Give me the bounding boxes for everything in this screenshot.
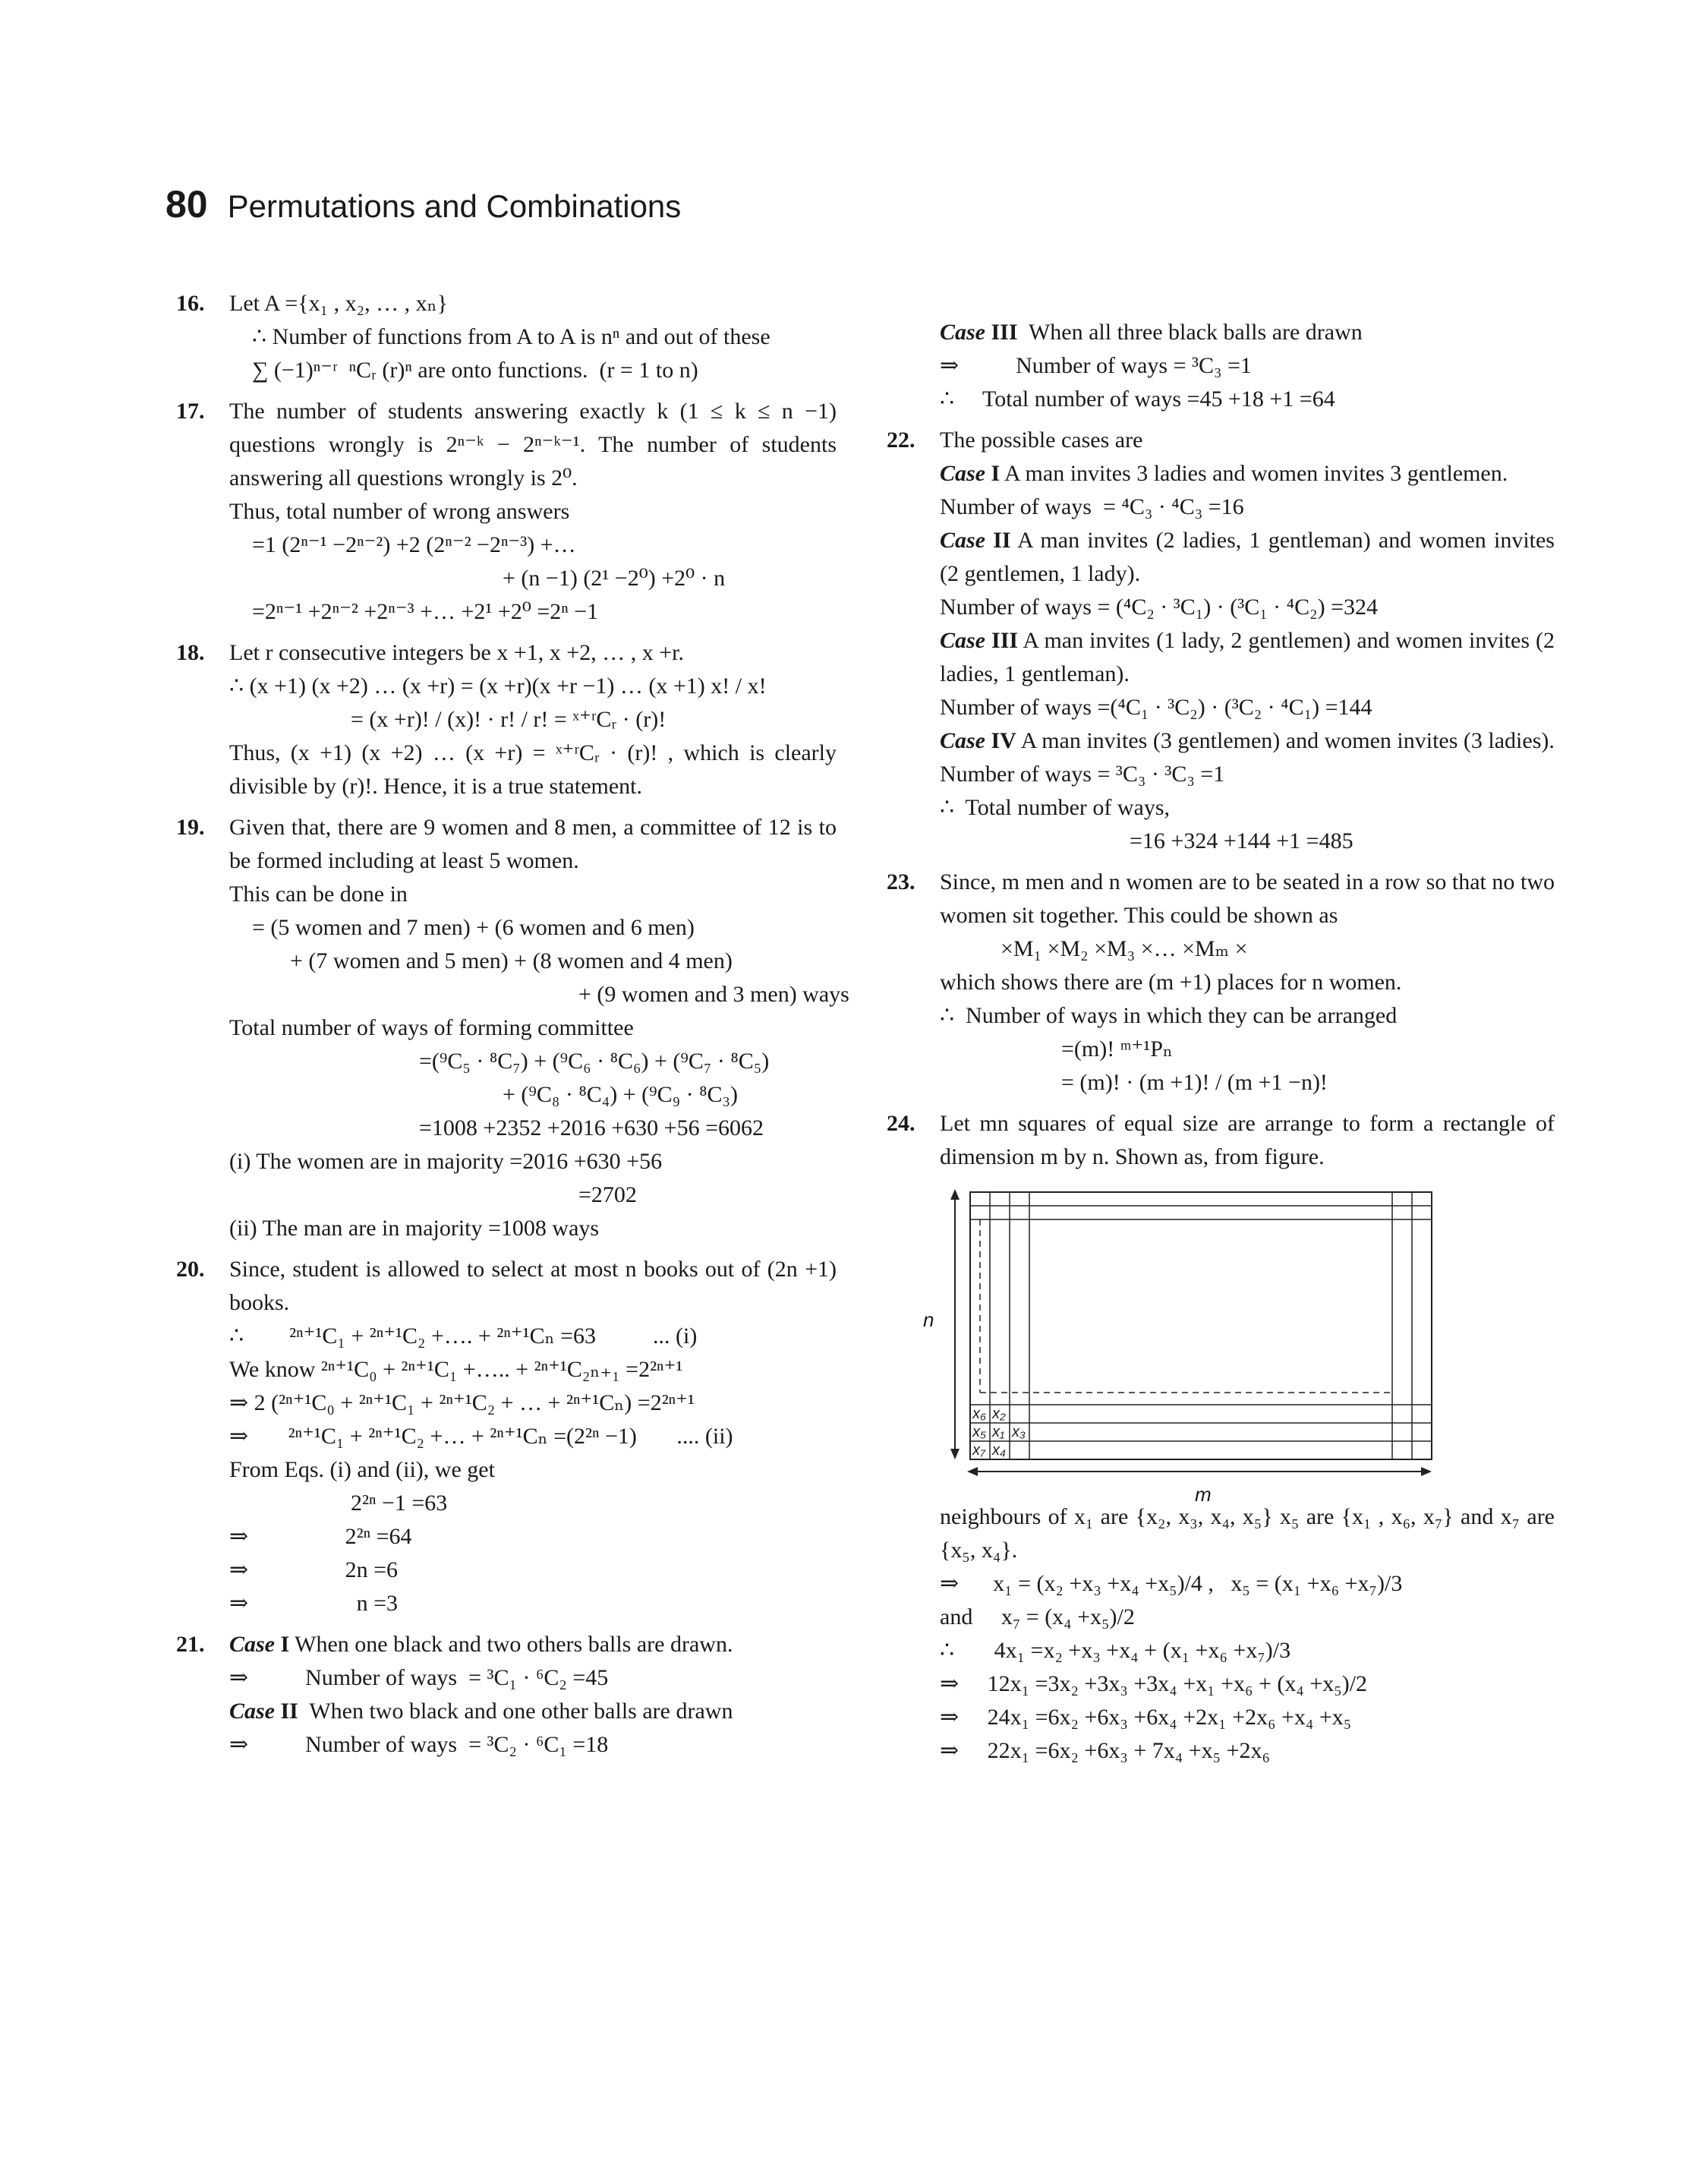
text-line: ⇒ Number of ways = ³C₃ =1: [940, 353, 1252, 378]
text-line: ∴ Number of ways in which they can be arranged: [940, 1003, 1398, 1028]
problem-22: [887, 424, 1555, 858]
text-line: ∴ (x +1) (x +2) … (x +r) = (x +r)(x +r −1) … (x +1) x! / x!: [229, 674, 767, 699]
text-line: Case II A man invites (2 ladies, 1 gentleman) and women invites (2 gentlemen, 1 lady).: [940, 528, 1555, 586]
cell-x4: x₄: [992, 1442, 1007, 1459]
text-line: ∑ (−1)ⁿ⁻ʳ ⁿCᵣ (r)ⁿ are onto functions. (r = 1 to n): [252, 358, 698, 383]
text-line: =(m)! ᵐ⁺¹Pₙ: [1061, 1036, 1173, 1062]
text-line: Case III When all three black balls are drawn: [940, 320, 1363, 345]
cell-x2: x₂: [992, 1405, 1006, 1422]
text-line: = (x +r)! / (x)! · r! / r! = ˣ⁺ʳCᵣ · (r)!: [351, 707, 666, 732]
text-line: ∴ Total number of ways,: [940, 795, 1171, 820]
text-line: Number of ways = (⁴C₂ · ³C₁) · (³C₁ · ⁴C₂) =324: [940, 595, 1379, 620]
text-line: = (m)! · (m +1)! / (m +1 −n)!: [1061, 1070, 1328, 1095]
text-line: Thus, total number of wrong answers: [229, 499, 570, 524]
right-column: [887, 316, 1555, 1775]
text-line: ∴ 4x₁ =x₂ +x₃ +x₄ + (x₁ +x₆ +x₇)/3: [940, 1638, 1291, 1663]
m-axis-label: m: [1195, 1483, 1212, 1506]
text-line: ⇒ x₁ = (x₂ +x₃ +x₄ +x₅)/4 , x₅ = (x₁ +x₆ +x₇)/3: [940, 1571, 1403, 1596]
text-line: Thus, (x +1) (x +2) … (x +r) = ˣ⁺ʳCᵣ · (r)! , which is clearly divisible by (r)!. Hence, it is a true statement.: [229, 740, 837, 799]
text-line: which shows there are (m +1) places for n women.: [940, 970, 1402, 995]
page-title: Permutations and Combinations: [227, 188, 682, 224]
cell-x6: x₆: [972, 1405, 987, 1422]
text-line: = (5 women and 7 men) + (6 women and 6 men): [252, 915, 695, 940]
problem-17: [176, 395, 837, 629]
cell-x7: x₇: [972, 1442, 986, 1459]
text-line: ⇒ 2 (²ⁿ⁺¹C₀ + ²ⁿ⁺¹C₁ + ²ⁿ⁺¹C₂ + … + ²ⁿ⁺¹Cₙ) =2²ⁿ⁺¹: [229, 1390, 695, 1415]
text-line: Let mn squares of equal size are arrange to form a rectangle of dimension m by n. Shown as, from figure.: [940, 1111, 1555, 1169]
problem-number: 16.: [176, 291, 205, 316]
text-line: We know ²ⁿ⁺¹C₀ + ²ⁿ⁺¹C₁ +….. + ²ⁿ⁺¹C₂ₙ₊₁ =2²ⁿ⁺¹: [229, 1357, 683, 1382]
text-line: Case III A man invites (1 lady, 2 gentlemen) and women invites (2 ladies, 1 gentleman).: [940, 628, 1555, 686]
problem-20: [176, 1253, 837, 1620]
text-line: (ii) The man are in majority =1008 ways: [229, 1216, 600, 1241]
text-line: + (⁹C₈ · ⁸C₄) + (⁹C₉ · ⁸C₃): [503, 1082, 738, 1107]
text-line: The possible cases are: [940, 427, 1143, 453]
text-line: ⇒ 12x₁ =3x₂ +3x₃ +3x₄ +x₁ +x₆ + (x₄ +x₅)/2: [940, 1671, 1368, 1696]
text-line: Case IV A man invites (3 gentlemen) and women invites (3 ladies).: [940, 728, 1555, 753]
problem-21: [176, 1628, 837, 1762]
cell-x5: x₅: [972, 1424, 987, 1440]
problem-16: [176, 287, 837, 387]
problem-number: 19.: [176, 815, 205, 840]
problem-number: 21.: [176, 1632, 205, 1657]
problem-number: 22.: [887, 427, 915, 453]
text-line: ⇒ 22x₁ =6x₂ +6x₃ + 7x₄ +x₅ +2x₆: [940, 1738, 1270, 1763]
text-line: Number of ways =(⁴C₁ · ³C₂) · (³C₂ · ⁴C₁) =144: [940, 695, 1372, 720]
problem-number: 23.: [887, 869, 915, 894]
text-line: Since, m men and n women are to be seated in a row so that no two women sit together. This could be shown as: [940, 869, 1555, 928]
text-line: =(⁹C₅ · ⁸C₇) + (⁹C₆ · ⁸C₆) + (⁹C₇ · ⁸C₅): [419, 1049, 770, 1074]
grid-figure: [923, 1189, 1464, 1506]
text-line: (i) The women are in majority =2016 +630 +56: [229, 1149, 663, 1174]
text-line: ⇒ Number of ways = ³C₂ · ⁶C₁ =18: [229, 1732, 609, 1757]
text-line: ⇒ n =3: [229, 1591, 399, 1616]
text-line: Case I A man invites 3 ladies and women invites 3 gentlemen.: [940, 461, 1508, 486]
cell-x1: x₁: [992, 1424, 1005, 1440]
text-line: =2ⁿ⁻¹ +2ⁿ⁻² +2ⁿ⁻³ +… +2¹ +2⁰ =2ⁿ −1: [252, 599, 599, 624]
text-line: 2²ⁿ −1 =63: [351, 1491, 448, 1516]
n-axis-label: n: [923, 1308, 934, 1331]
text-line: Let r consecutive integers be x +1, x +2, … , x +r.: [229, 640, 684, 665]
problem-number: 18.: [176, 640, 205, 665]
problem-number: 17.: [176, 399, 205, 424]
page-header: [165, 182, 681, 251]
text-line: ×M₁ ×M₂ ×M₃ ×… ×Mₘ ×: [1001, 936, 1248, 961]
text-line: Given that, there are 9 women and 8 men, a committee of 12 is to be formed including at least 5 women.: [229, 815, 837, 873]
problem-23: [887, 866, 1555, 1099]
text-line: Number of ways = ³C₃ · ³C₃ =1: [940, 762, 1225, 787]
grid-diagram: [947, 1189, 1464, 1493]
text-line: The number of students answering exactly k (1 ≤ k ≤ n −1) questions wrongly is 2ⁿ⁻ᵏ − 2ⁿ⁻ᵏ⁻¹. The number of students answering all questions wrongly is 2⁰.: [229, 399, 837, 491]
text-line: From Eqs. (i) and (ii), we get: [229, 1457, 495, 1482]
text-line: ⇒ 24x₁ =6x₂ +6x₃ +6x₄ +2x₁ +2x₆ +x₄ +x₅: [940, 1705, 1352, 1730]
text-line: ⇒ 2²ⁿ =64: [229, 1524, 412, 1549]
text-line: ∴ Total number of ways =45 +18 +1 =64: [940, 386, 1335, 412]
text-line: Let A ={x₁ , x₂, … , xₙ}: [229, 291, 448, 316]
text-line: ⇒ Number of ways = ³C₁ · ⁶C₂ =45: [229, 1665, 609, 1690]
problem-24: [887, 1107, 1555, 1768]
text-line: =2702: [578, 1182, 637, 1207]
text-line: + (7 women and 5 men) + (8 women and 4 men): [290, 948, 733, 973]
text-line: + (n −1) (2¹ −2⁰) +2⁰ · n: [503, 566, 726, 591]
text-line: Total number of ways of forming committee: [229, 1015, 634, 1040]
text-line: ∴ Number of functions from A to A is nⁿ and out of these: [252, 324, 770, 349]
text-line: ⇒ 2n =6: [229, 1557, 399, 1582]
text-line: ⇒ ²ⁿ⁺¹C₁ + ²ⁿ⁺¹C₂ +… + ²ⁿ⁺¹Cₙ =(2²ⁿ −1) .... (ii): [229, 1424, 733, 1449]
page-number: 80: [165, 183, 208, 226]
text-line: This can be done in: [229, 882, 408, 907]
text-line: Since, student is allowed to select at most n books out of (2n +1) books.: [229, 1257, 837, 1315]
text-line: + (9 women and 3 men) ways: [578, 982, 849, 1007]
text-line: and x₇ = (x₄ +x₅)/2: [940, 1604, 1135, 1629]
text-line: Case II When two black and one other balls are drawn: [229, 1699, 733, 1724]
text-line: Case I When one black and two others balls are drawn.: [229, 1632, 733, 1657]
text-line: =16 +324 +144 +1 =485: [1130, 828, 1353, 853]
problem-19: [176, 811, 849, 1245]
text-line: =1 (2ⁿ⁻¹ −2ⁿ⁻²) +2 (2ⁿ⁻² −2ⁿ⁻³) +…: [252, 532, 576, 557]
problem-number: 20.: [176, 1257, 205, 1282]
text-line: =1008 +2352 +2016 +630 +56 =6062: [419, 1115, 764, 1140]
text-line: ∴ ²ⁿ⁺¹C₁ + ²ⁿ⁺¹C₂ +…. + ²ⁿ⁺¹Cₙ =63 ... (i): [229, 1323, 698, 1349]
cell-x3: x₃: [1012, 1424, 1026, 1440]
problem-18: [176, 636, 837, 803]
text-line: Number of ways = ⁴C₃ · ⁴C₃ =16: [940, 494, 1244, 519]
problem-continued: [887, 316, 1555, 416]
problem-number: 24.: [887, 1111, 915, 1136]
left-column: [176, 287, 849, 1769]
text-line: neighbours of x₁ are {x₂, x₃, x₄, x₅} x₅ are {x₁ , x₆, x₇} and x₇ are {x₅, x₄}.: [940, 1504, 1555, 1563]
